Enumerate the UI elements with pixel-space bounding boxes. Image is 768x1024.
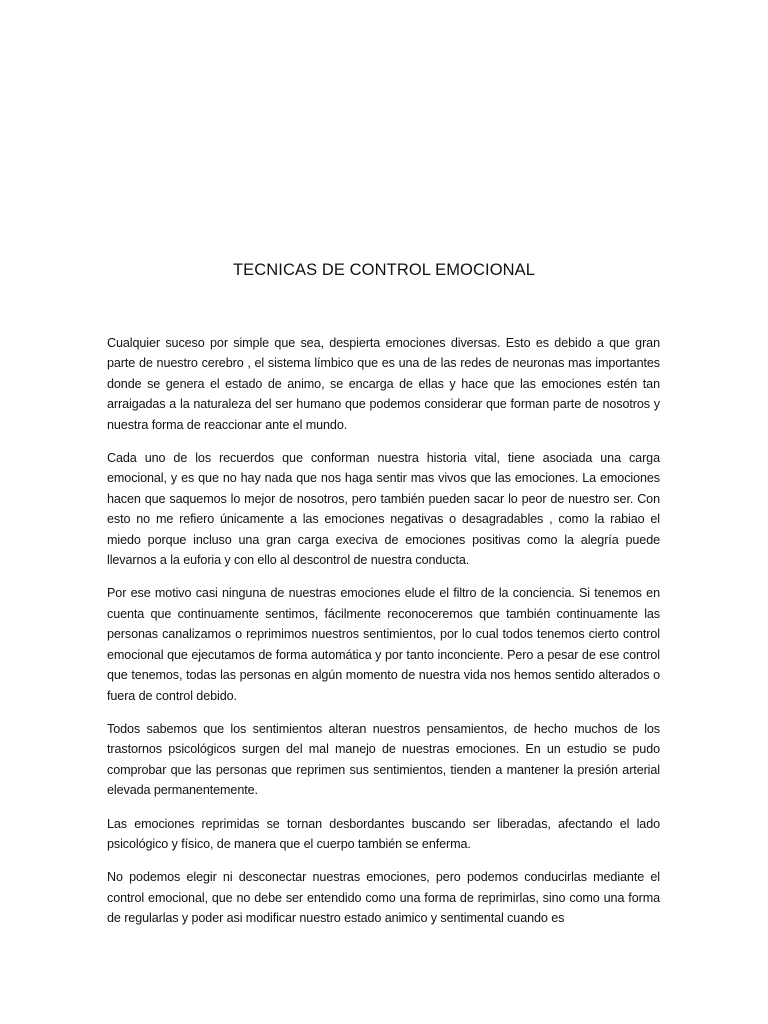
paragraph-1: Cualquier suceso por simple que sea, despierta emociones diversas. Esto es debido a que gran parte de nuestro cerebro , el sistema límbico que es una de las redes de neuronas mas importantes donde se genera el estado de animo, se encarga de ellas y hace que las emociones estén tan arraigadas a la naturaleza del ser humano que podemos considerar que forman parte de nosotros y nuestra forma de reaccionar ante el mundo. <box>107 336 660 432</box>
paragraph-4: Todos sabemos que los sentimientos alteran nuestros pensamientos, de hecho muchos de los trastornos psicológicos surgen del mal manejo de nuestras emociones. En un estudio se pudo comprobar que las personas que reprimen sus sentimientos, tienden a mantener la presión arterial elevada permanentemente. <box>107 721 660 798</box>
document-title: TECNICAS DE CONTROL EMOCIONAL <box>232 261 536 279</box>
paragraph-6: No podemos elegir ni desconectar nuestras emociones, pero podemos conducirlas mediante el control emocional, que no debe ser entendido como una forma de reprimirlas, sino como una forma de regularlas y poder asi modificar nuestro estado animico y sentimental cuando es <box>107 870 660 926</box>
document-body <box>107 333 660 942</box>
paragraph-5: Las emociones reprimidas se tornan desbordantes buscando ser liberadas, afectando el lado psicológico y físico, de manera que el cuerpo también se enferma. <box>107 816 660 851</box>
paragraph-2: Cada uno de los recuerdos que conforman nuestra historia vital, tiene asociada una carga emocional, y es que no hay nada que nos haga sentir mas vivos que las emociones. La emociones hacen que saquemos lo mejor de nosotros, pero también pueden sacar lo peor de nuestro ser. Con esto no me refiero únicamente a las emociones negativas o desagradables , como la rabiao el miedo porque incluso una gran carga execiva de emociones positivas como la alegría puede llevarnos a la euforia y con ello al descontrol de nuestra conducta. <box>107 451 660 568</box>
paragraph-3: Por ese motivo casi ninguna de nuestras emociones elude el filtro de la conciencia. Si tenemos en cuenta que continuamente sentimos, fácilmente reconoceremos que también continuamente las personas canalizamos o reprimimos nuestros sentimientos, por lo cual todos tenemos cierto control emocional que ejecutamos de forma automática y por tanto inconciente. Pero a pesar de ese control que tenemos, todas las personas en algún momento de nuestra vida nos hemos sentido alterados o fuera de control debido. <box>107 586 660 703</box>
